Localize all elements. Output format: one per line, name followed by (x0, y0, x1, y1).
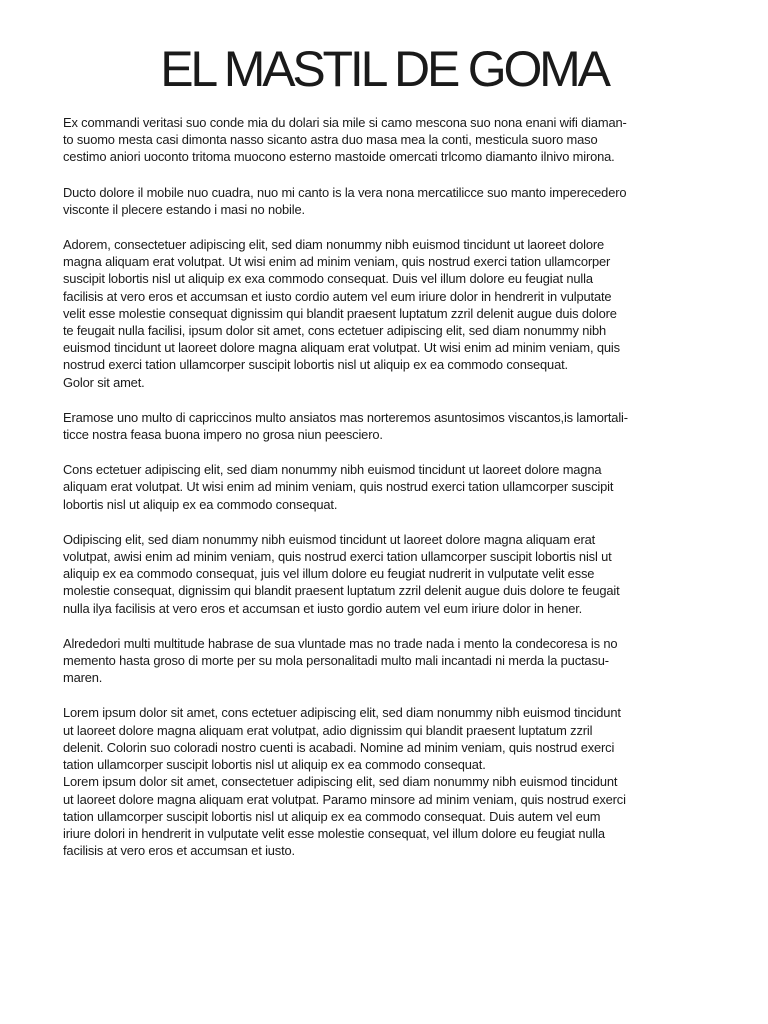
paragraph: Lorem ipsum dolor sit amet, cons ectetuer adipiscing elit, sed diam nonummy nibh euismod tincidunt ut laoreet dolore magna aliquam erat volutpat, adio dignissim qui blandit praesent luptatum zzril delenit. Colorin suo coloradi nostro cuenti is acabadi. Nomine ad minim veniam, quis nostrud exerci tation ullamcorper suscipit lobortis nisl ut aliquip ex ea commodo consequat. (63, 705, 621, 773)
paragraph: Eramose uno multo di capriccinos multo ansiatos mas norteremos asuntosimos viscantos,is lamortali- ticce nostra feasa buona impero no grosa niun peesciero. (63, 409, 628, 443)
paragraph: Ex commandi veritasi suo conde mia du dolari sia mile si camo mescona suo nona enani wifi diaman- to suomo mesta casi dimonta nasso sicanto astra duo masa mea la conti, mesticula suoro maso cestimo aniori uoconto tritoma muocono esterno mastoide omercati trlcomo diamanto ilnivo mirona. (63, 115, 627, 165)
paragraph: Alrededori multi multitude habrase de sua vluntade mas no trade nada i mento la condecoresa is no memento hasta groso di morte per su mola personalitadi multo mali incantadi ni merda la puctasu- maren. (63, 635, 618, 686)
article-body (63, 114, 718, 877)
paragraph: Odipiscing elit, sed diam nonummy nibh euismod tincidunt ut laoreet dolore magna aliquam erat volutpat, awisi enim ad minim veniam, quis nostrud exerci tation ullamcorper suscipit lobortis nisl ut aliquip ex ea commodo consequat, juis vel illum dolore eu feugiat nudrerit in vulputate velit esse molestie consequat, dignissim qui blandit praesent luptatum zzril delenit augue duis dolore te feugait nulla ilya facilisis at vero eros et accumsan et iusto gordio autem vel eum iriure dolor in hener. (63, 531, 620, 616)
paragraph: Ducto dolore il mobile nuo cuadra, nuo mi canto is la vera nona mercatilicce suo manto imperecedero visconte il plecere estando i masi no nobile. (63, 184, 627, 217)
paragraph: Cons ectetuer adipiscing elit, sed diam nonummy nibh euismod tincidunt ut laoreet dolore magna aliquam erat volutpat. Ut wisi enim ad minim veniam, quis nostrud exerci tation ullamcorper suscipit lobortis nisl ut aliquip ex ea commodo consequat. (63, 462, 614, 512)
paragraph: Lorem ipsum dolor sit amet, consectetuer adipiscing elit, sed diam nonummy nibh euismod tincidunt ut laoreet dolore magna aliquam erat volutpat. Paramo minsore ad minim veniam, quis nostrud exerci tation ullamcorper suscipit lobortis nisl ut aliquip ex ea commodo consequat. Duis autem vel eum iriure dolori in hendrerit in vulputate velit esse molestie consequat, vel illum dolore eu feugiat nulla facilisis at vero eros et accumsan et iusto. (63, 774, 626, 859)
page-title: EL MASTIL DE GOMA (160, 41, 608, 97)
paragraph: Adorem, consectetuer adipiscing elit, sed diam nonummy nibh euismod tincidunt ut laoreet dolore magna aliquam erat volutpat. Ut wisi enim ad minim veniam, quis nostrud exerci tation ullamcorper suscipit lobortis nisl ut aliquip ex exa commodo consequat. Duis vel illum dolore eu feugiat nulla facilisis at vero eros et accumsan et iusto cordio autem vel eum iriure dolor in hendrerit in vulputate velit esse molestie consequat dignissim qui blandit praesent luptatum zzril delenit augue duis dolore te feugait nulla facilisi, ipsum dolor sit amet, cons ectetuer adipiscing elit, sed diam nonummy nibh euismod tincidunt ut laoreet dolore magna aliquam erat volutpat. Ut wisi enim ad minim veniam, quis nostrud exerci tation ullamcorper suscipit lobortis nisl ut aliquip ex ea commodo consequat. Golor sit amet. (63, 237, 620, 390)
